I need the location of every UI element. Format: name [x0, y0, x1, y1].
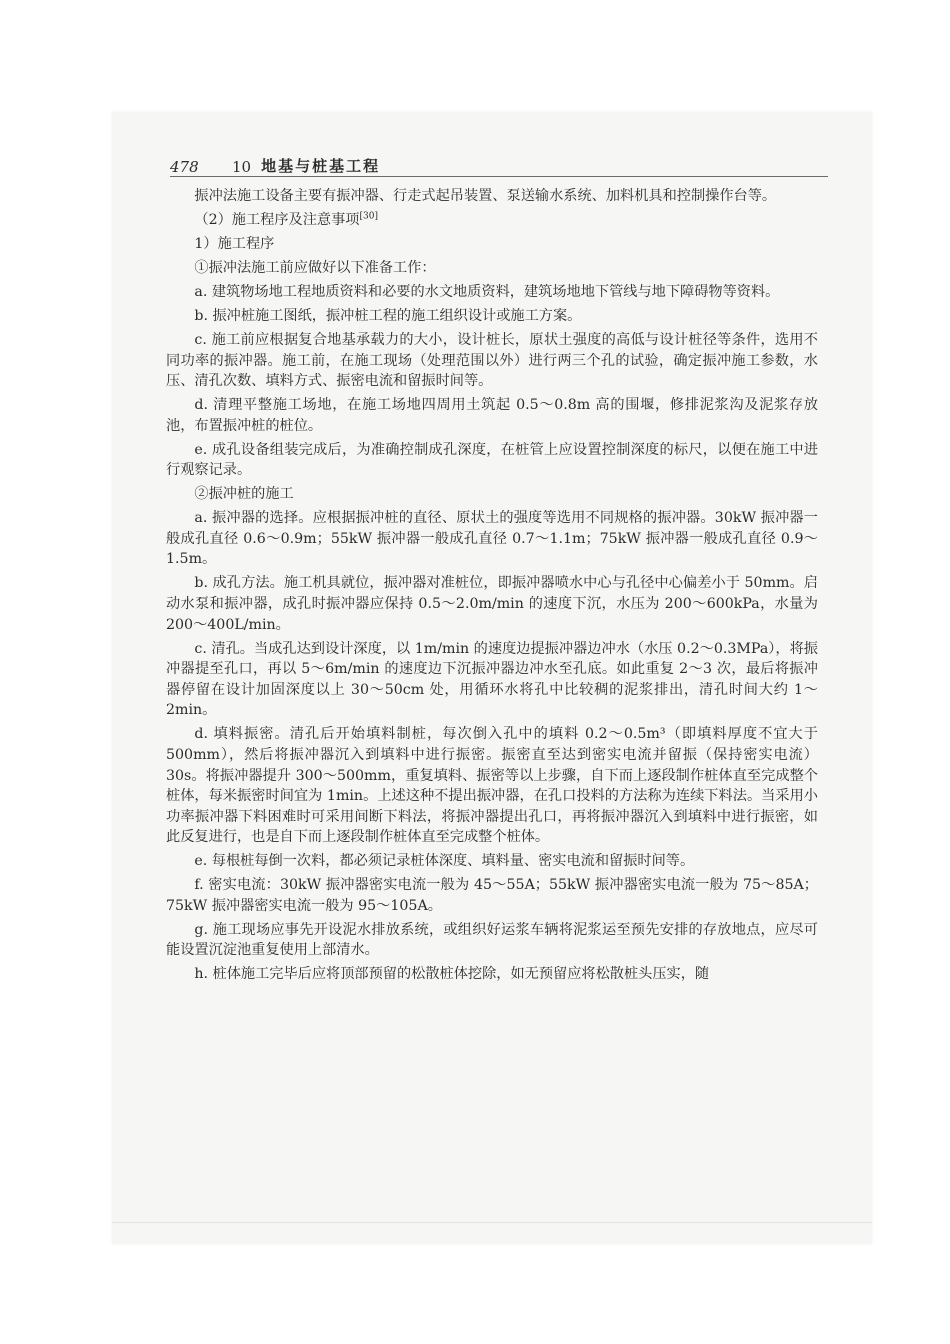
paragraph: 振冲法施工设备主要有振冲器、行走式起吊装置、泵送输水系统、加料机具和控制操作台等。	[194, 188, 777, 204]
citation-ref: [30]	[359, 211, 378, 222]
paragraph: d. 填料振密。清孔后开始填料制桩，每次倒入孔中的填料 0.2～0.5m³（即填料厚度不宜大于 500mm），然后将振冲器沉入到填料中进行振密。振密直至达到密实电流并留振（保持密实电流）30s。将振冲器提升 300～500mm，重复填料、振密等以上步骤，自下而上逐段制作桩体直至完成整个桩体，每米振密时间宜为 1min。上述这种不提出振冲器，在孔口投料的方法称为连续下料法。当采用小功率振冲器下料困难时可采用间断下料法，将振冲器提出孔口，再将振冲器沉入到填料中进行振密，如此反复进行，也是自下而上逐段制作桩体直至完成整个桩体。	[166, 726, 818, 846]
paragraph: ①振冲法施工前应做好以下准备工作：	[194, 259, 436, 276]
paragraph: a. 建筑物场地工程地质资料和必要的水文地质资料，建筑场地地下管线与地下障碍物等资料。	[194, 283, 780, 300]
page-bottom-rule	[112, 1222, 872, 1223]
paragraph: a. 振冲器的选择。应根据振冲桩的直径、原状土的强度等选用不同规格的振冲器。30kW 振冲器一般成孔直径 0.6～0.9m；55kW 振冲器一般成孔直径 0.7～1.1m；75kW 振冲器一般成孔直径 0.9～1.5m。	[166, 510, 818, 568]
paragraph: b. 振冲桩施工图纸，振冲桩工程的施工组织设计或施工方案。	[194, 307, 582, 324]
section-heading: （2）施工程序及注意事项[30]	[194, 211, 378, 228]
paragraph: g. 施工现场应事先开设泥水排放系统，或组织好运浆车辆将泥浆运至预先安排的存放地点，应尽可能设置沉淀池重复使用上部清水。	[166, 921, 818, 959]
page-number: 478	[170, 158, 199, 176]
paragraph: b. 成孔方法。施工机具就位，振冲器对准桩位，即振冲器喷水中心与孔径中心偏差小于 50mm。启动水泵和振冲器，成孔时振冲器应保持 0.5～2.0m/min 的速度下沉，水压为 200～600kPa，水量为 200～400L/min。	[166, 575, 818, 633]
paragraph: d. 清理平整施工场地，在施工场地四周用土筑起 0.5～0.8m 高的围堰，修排泥浆沟及泥浆存放池，布置振冲桩的桩位。	[166, 397, 818, 434]
paragraph: ②振冲桩的施工	[194, 486, 294, 503]
running-header	[170, 148, 828, 177]
paragraph: e. 每根桩每倒一次料，都必须记录桩体深度、填料量、密实电流和留振时间等。	[194, 853, 695, 870]
chapter-title: 地基与桩基工程	[261, 157, 381, 175]
chapter-number: 10	[232, 158, 252, 176]
paragraph: c. 清孔。当成孔达到设计深度，以 1m/min 的速度边提振冲器边冲水（水压 0.2～0.3MPa），将振冲器提至孔口，再以 5～6m/min 的速度边下沉振冲器边冲水至孔底。如此重复 2～3 次，最后将振冲器停留在设计加固深度以上 30～50cm 处，用循环水将孔中比较稠的泥浆排出，清孔时间大约 1～2min。	[166, 640, 818, 719]
body-text	[166, 186, 818, 988]
paragraph: c. 施工前应根据复合地基承载力的大小，设计桩长，原状土强度的高低与设计桩径等条件，选用不同功率的振冲器。施工前，在施工现场（处理范围以外）进行两三个孔的试验，确定振冲施工参数，水压、清孔次数、填料方式、振密电流和留振时间等。	[166, 331, 818, 390]
subsection-heading: 1）施工程序	[194, 235, 275, 252]
paragraph: e. 成孔设备组装完成后，为准确控制成孔深度，在桩管上应设置控制深度的标尺，以便在施工中进行观察记录。	[166, 441, 818, 479]
paragraph: h. 桩体施工完毕后应将顶部预留的松散桩体挖除，如无预留应将松散桩头压实，随	[194, 966, 710, 983]
paragraph: f. 密实电流：30kW 振冲器密实电流一般为 45～55A；55kW 振冲器密实电流一般为 75～85A；75kW 振冲器密实电流一般为 95～105A。	[166, 877, 818, 914]
